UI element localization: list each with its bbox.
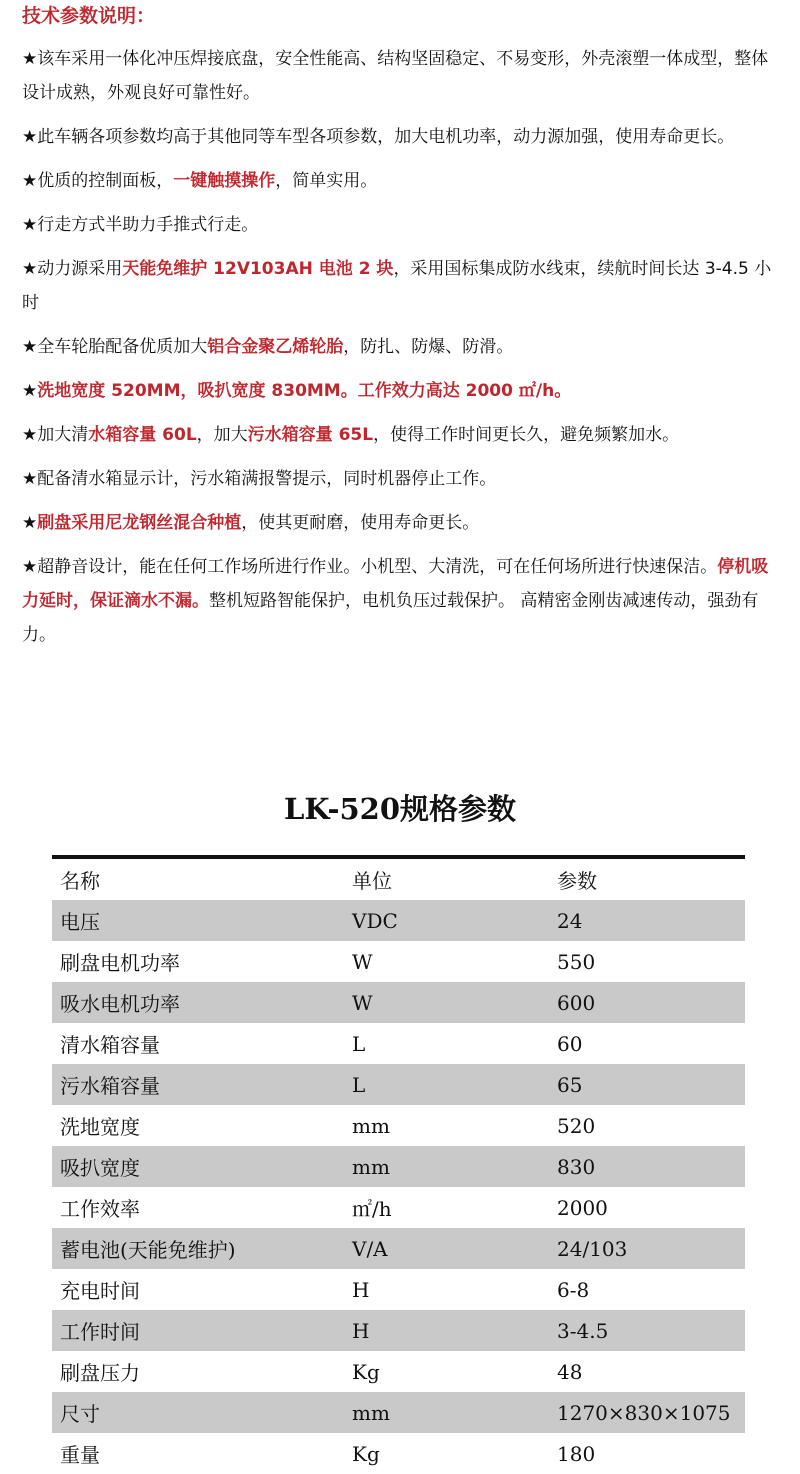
feature-item: [22, 330, 782, 364]
cell-unit: H: [352, 1277, 370, 1302]
highlight-text: 刷盘采用尼龙钢丝混合种植: [37, 513, 242, 533]
cell-value: 830: [557, 1154, 596, 1179]
cell-value: 1270×830×1075: [557, 1400, 731, 1425]
cell-unit: V/A: [352, 1236, 388, 1261]
cell-name: 工作效率: [60, 1197, 140, 1221]
highlight-text: 天能免维护 12V103AH 电池 2 块: [122, 259, 394, 279]
feature-text: ★动力源采用: [22, 259, 123, 279]
cell-name: 工作时间: [60, 1320, 140, 1344]
feature-text: ，防扎、防爆、防滑。: [343, 337, 514, 357]
cell-unit: L: [352, 1072, 366, 1097]
feature-text: ★优质的控制面板，: [22, 171, 174, 191]
table-row: [52, 1310, 745, 1351]
feature-list: [22, 42, 782, 662]
cell-value: 60: [557, 1031, 583, 1056]
cell-value: 3-4.5: [557, 1318, 609, 1343]
feature-text: ，使得工作时间更长久，避免频繁加水。: [373, 425, 680, 445]
cell-unit: L: [352, 1031, 366, 1056]
feature-text: ，加大: [196, 425, 248, 445]
table-row: [52, 1269, 745, 1310]
cell-value: 600: [557, 990, 596, 1015]
cell-name: 吸水电机功率: [60, 992, 180, 1016]
feature-item: [22, 550, 782, 652]
feature-item: [22, 164, 782, 198]
cell-value: 24: [557, 908, 583, 933]
table-row: [52, 1064, 745, 1105]
cell-unit: Kg: [352, 1441, 380, 1466]
cell-name: 尺寸: [60, 1402, 100, 1426]
feature-item: [22, 462, 782, 496]
cell-name: 蓄电池(天能免维护): [60, 1238, 236, 1262]
highlight-text: 洗地宽度 520MM，吸扒宽度 830MM。工作效力高达 2000 ㎡/h。: [37, 381, 572, 401]
table-row: [52, 1228, 745, 1269]
table-row: [52, 1187, 745, 1228]
table-row: [52, 982, 745, 1023]
header-value: 参数: [557, 869, 597, 893]
cell-name: 刷盘电机功率: [60, 951, 180, 975]
cell-value: 520: [557, 1113, 596, 1138]
cell-unit: mm: [352, 1113, 390, 1138]
feature-text: ★行走方式半助力手推式行走。: [22, 215, 259, 235]
cell-unit: H: [352, 1318, 370, 1343]
feature-text: ★: [22, 381, 38, 401]
feature-text: ★超静音设计，能在任何工作场所进行作业。小机型、大清洗，可在任何场所进行快速保洁。: [22, 557, 718, 577]
feature-item: [22, 252, 782, 320]
cell-unit: mm: [352, 1154, 390, 1179]
cell-value: 2000: [557, 1195, 608, 1220]
cell-unit: Kg: [352, 1359, 380, 1384]
cell-unit: W: [352, 949, 373, 974]
feature-text: ★配备清水箱显示计，污水箱满报警提示，同时机器停止工作。: [22, 469, 497, 489]
feature-item: [22, 374, 782, 408]
cell-name: 吸扒宽度: [60, 1156, 140, 1180]
cell-name: 刷盘压力: [60, 1361, 140, 1385]
highlight-text: 停机吸力延时，保证滴水不漏。: [22, 557, 769, 611]
table-row: [52, 1351, 745, 1392]
table-row: [52, 1392, 745, 1433]
cell-name: 洗地宽度: [60, 1115, 140, 1139]
feature-item: [22, 120, 782, 154]
cell-name: 重量: [60, 1443, 100, 1467]
cell-value: 6-8: [557, 1277, 590, 1302]
table-row: [52, 900, 745, 941]
header-name: 名称: [60, 869, 100, 893]
feature-text: ★此车辆各项参数均高于其他同等车型各项参数，加大电机功率，动力源加强，使用寿命更长。: [22, 127, 735, 147]
cell-unit: mm: [352, 1400, 390, 1425]
cell-name: 污水箱容量: [60, 1074, 160, 1098]
feature-item: [22, 418, 782, 452]
cell-value: 24/103: [557, 1236, 628, 1261]
feature-text: ★该车采用一体化冲压焊接底盘，安全性能高、结构坚固稳定、不易变形，外壳滚塑一体成型，整体设计成熟，外观良好可靠性好。: [22, 49, 769, 103]
feature-text: ★: [22, 513, 38, 533]
cell-value: 48: [557, 1359, 583, 1384]
cell-value: 180: [557, 1441, 596, 1466]
highlight-text: 污水箱容量 65L: [247, 425, 374, 445]
cell-name: 清水箱容量: [60, 1033, 160, 1057]
highlight-text: 水箱容量 60L: [88, 425, 197, 445]
feature-text: ，使其更耐磨，使用寿命更长。: [241, 513, 480, 533]
feature-item: [22, 506, 782, 540]
cell-value: 550: [557, 949, 596, 974]
header-unit: 单位: [352, 869, 392, 893]
feature-item: [22, 208, 782, 242]
highlight-text: 铝合金聚乙烯轮胎: [207, 337, 344, 357]
table-header-row: [52, 859, 745, 900]
feature-text: ，简单实用。: [275, 171, 378, 191]
highlight-text: 一键触摸操作: [173, 171, 276, 191]
cell-unit: ㎡/h: [352, 1197, 392, 1221]
feature-text: ，采用国标集成防水线束，续航时间长达 3-4.5 小时: [22, 259, 772, 313]
section-heading: 技术参数说明：: [22, 5, 156, 27]
table-row: [52, 1105, 745, 1146]
table-row: [52, 1146, 745, 1187]
feature-text: ★加大清: [22, 425, 89, 445]
spec-table-title: LK-520规格参数: [283, 792, 517, 826]
cell-unit: VDC: [352, 908, 398, 933]
cell-name: 充电时间: [60, 1279, 140, 1303]
feature-text: ★全车轮胎配备优质加大: [22, 337, 208, 357]
feature-text: 整机短路智能保护，电机负压过载保护。 高精密金刚齿减速传动，强劲有力。: [22, 591, 759, 645]
feature-item: [22, 42, 782, 110]
table-row: [52, 1433, 745, 1474]
table-row: [52, 1023, 745, 1064]
table-row: [52, 941, 745, 982]
cell-unit: W: [352, 990, 373, 1015]
spec-table: [52, 859, 745, 1474]
cell-name: 电压: [60, 910, 100, 934]
cell-value: 65: [557, 1072, 583, 1097]
